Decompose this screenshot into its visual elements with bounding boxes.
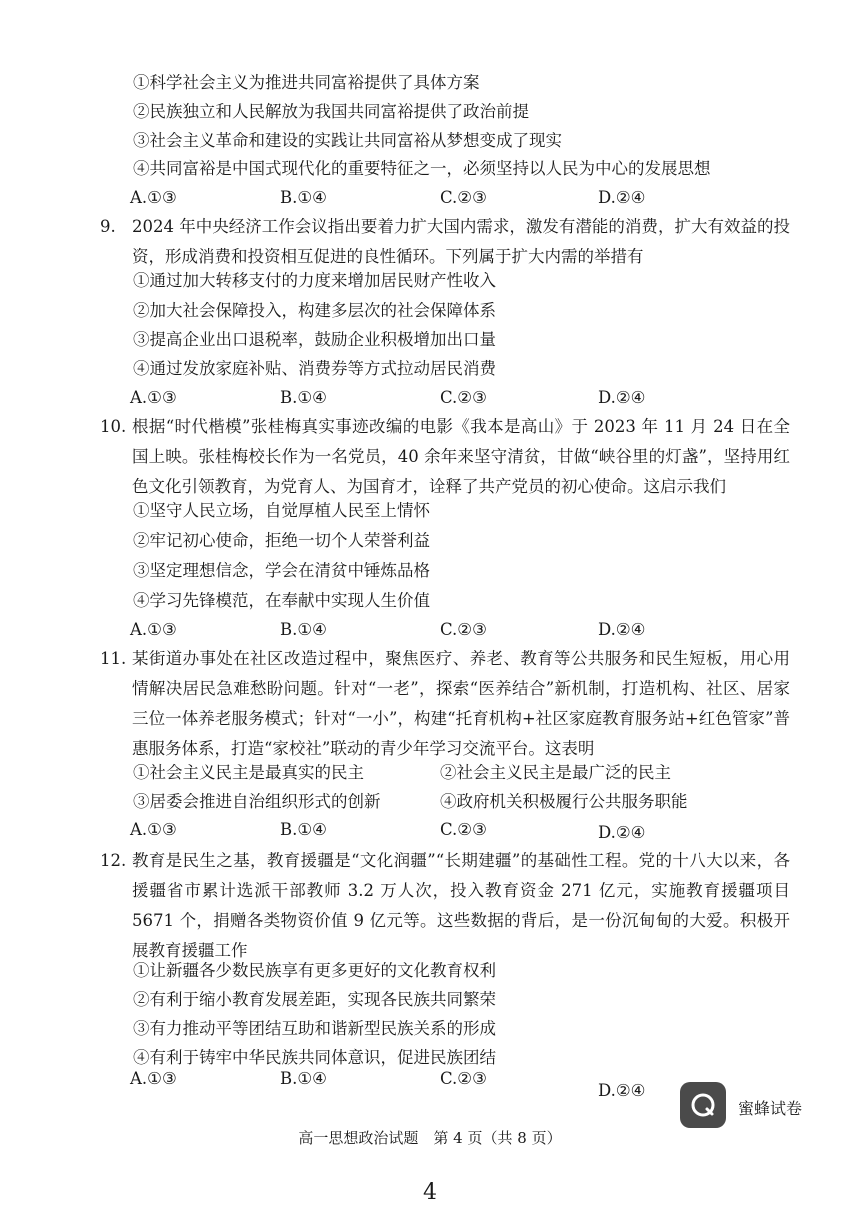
option-line: ②民族独立和人民解放为我国共同富裕提供了政治前提 [133, 102, 529, 121]
choice-b: B.①④ [280, 188, 327, 207]
choice-c: C.②③ [440, 620, 487, 639]
question-9-stem [100, 212, 790, 272]
option-line: ①让新疆各少数民族享有更多更好的文化教育权利 [133, 961, 496, 980]
choice-d: D.②④ [598, 388, 646, 407]
choice-a: A.①③ [130, 188, 177, 207]
choice-a: A.①③ [130, 820, 177, 839]
question-11-stem [100, 644, 790, 764]
page-footer: 高一思想政治试题 第 4 页（共 8 页） [298, 1129, 562, 1147]
question-number: 9. [100, 217, 116, 236]
option-line: ④学习先锋模范，在奉献中实现人生价值 [133, 591, 430, 610]
option-line: ②社会主义民主是最广泛的民主 [440, 763, 671, 782]
question-number: 11. [100, 649, 127, 668]
page-number: 4 [423, 1180, 437, 1205]
option-line: ④共同富裕是中国式现代化的重要特征之一，必须坚持以人民为中心的发展思想 [133, 159, 711, 178]
choice-d: D.②④ [598, 823, 646, 842]
choice-b: B.①④ [280, 388, 327, 407]
question-text: 教育是民生之基，教育援疆是“文化润疆”“长期建疆”的基础性工程。党的十八大以来，各援疆省市累计选派干部教师 3.2 万人次，投入教育资金 271 亿元，实施教育援疆项目 5671 个，捐赠各类物资价值 9 亿元等。这些数据的背后，是一份沉甸甸的大爱。积极开展教育援疆工作 [132, 851, 790, 960]
choice-d: D.②④ [598, 1081, 646, 1100]
option-line: ②牢记初心使命，拒绝一切个人荣誉利益 [133, 531, 430, 550]
question-10-stem [100, 412, 790, 502]
choice-d: D.②④ [598, 188, 646, 207]
option-line: ②加大社会保障投入，构建多层次的社会保障体系 [133, 301, 496, 320]
choice-c: C.②③ [440, 388, 487, 407]
choice-c: C.②③ [440, 1069, 487, 1088]
choice-b: B.①④ [280, 1069, 327, 1088]
option-line: ①社会主义民主是最真实的民主 [133, 763, 364, 782]
choice-b: B.①④ [280, 620, 327, 639]
option-line: ①科学社会主义为推进共同富裕提供了具体方案 [133, 73, 480, 92]
choice-b: B.①④ [280, 820, 327, 839]
option-line: ③有力推动平等团结互助和谐新型民族关系的形成 [133, 1019, 496, 1038]
option-line: ①通过加大转移支付的力度来增加居民财产性收入 [133, 271, 496, 290]
watermark-label: 蜜蜂试卷 [738, 1099, 803, 1118]
question-text: 2024 年中央经济工作会议指出要着力扩大国内需求，激发有潜能的消费，扩大有效益的投资，形成消费和投资相互促进的良性循环。下列属于扩大内需的举措有 [132, 217, 790, 266]
question-number: 10. [100, 417, 127, 436]
app-logo-icon [680, 1082, 726, 1128]
option-line: ④有利于铸牢中华民族共同体意识，促进民族团结 [133, 1048, 496, 1067]
choice-a: A.①③ [130, 620, 177, 639]
option-line: ③提高企业出口退税率，鼓励企业积极增加出口量 [133, 330, 496, 349]
choice-a: A.①③ [130, 1069, 177, 1088]
option-line: ②有利于缩小教育发展差距，实现各民族共同繁荣 [133, 990, 496, 1009]
option-line: ③坚定理想信念，学会在清贫中锤炼品格 [133, 561, 430, 580]
option-line: ④通过发放家庭补贴、消费券等方式拉动居民消费 [133, 359, 496, 378]
choice-c: C.②③ [440, 820, 487, 839]
question-text: 根据“时代楷模”张桂梅真实事迹改编的电影《我本是高山》于 2023 年 11 月 24 日在全国上映。张桂梅校长作为一名党员，40 余年来坚守清贫，甘做“峡谷里的灯盏”，坚持用红色文化引领教育，为党育人、为国育才，诠释了共产党员的初心使命。这启示我们 [132, 417, 790, 496]
option-line: ④政府机关积极履行公共服务职能 [440, 792, 688, 811]
choice-c: C.②③ [440, 188, 487, 207]
choice-d: D.②④ [598, 620, 646, 639]
option-line: ③居委会推进自治组织形式的创新 [133, 792, 381, 811]
question-number: 12. [100, 851, 127, 870]
question-text: 某街道办事处在社区改造过程中，聚焦医疗、养老、教育等公共服务和民生短板，用心用情解决居民急难愁盼问题。针对“一老”，探索“医养结合”新机制，打造机构、社区、居家三位一体养老服务模式；针对“一小”，构建“托育机构+社区家庭教育服务站+红色管家”普惠服务体系，打造“家校社”联动的青少年学习交流平台。这表明 [132, 649, 790, 758]
option-line: ③社会主义革命和建设的实践让共同富裕从梦想变成了现实 [133, 131, 562, 150]
choice-a: A.①③ [130, 388, 177, 407]
question-12-stem [100, 846, 790, 966]
option-line: ①坚守人民立场，自觉厚植人民至上情怀 [133, 501, 430, 520]
